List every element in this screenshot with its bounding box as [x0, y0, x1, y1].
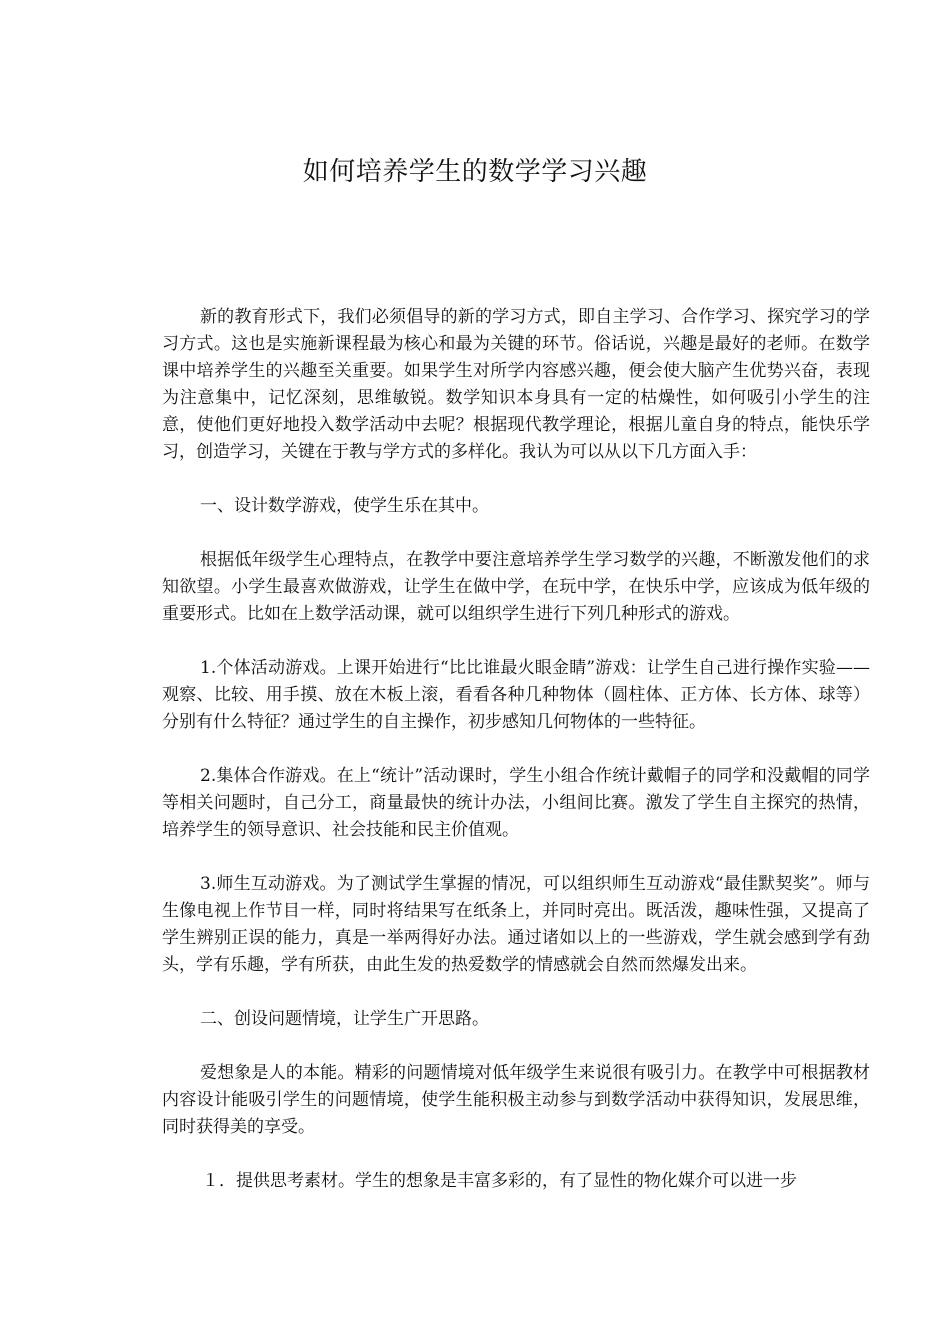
document-body — [162, 304, 870, 1195]
problems-intro-paragraph: 爱想象是人的本能。精彩的问题情境对低年级学生来说很有吸引力。在教学中可根据教材内容设计能吸引学生的问题情境，使学生能积极主动参与到数学活动中获得知识，发展思维，同时获得美的享受。 — [162, 1063, 870, 1137]
section-heading-games: 一、设计数学游戏，使学生乐在其中。 — [200, 496, 489, 516]
page-title: 如何培养学生的数学学习兴趣 — [302, 157, 648, 188]
interactive-game-paragraph: 3.师生互动游戏。为了测试学生掌握的情况，可以组织师生互动游戏“最佳默契奖”。师与生像电视上作节目一样，同时将结果写在纸条上，并同时亮出。既活泼，趣味性强，又提高了学生辨别正误的能力，真是一举两得好办法。通过诸如以上的一些游戏，学生就会感到学有劲头，学有乐趣，学有所获，由此生发的热爱数学的情感就会自然而然爆发出来。 — [162, 874, 870, 975]
group-game-paragraph: 2.集体合作游戏。在上“统计”活动课时，学生小组合作统计戴帽子的同学和没戴帽的同学等相关问题时，自己分工，商量最快的统计办法，小组间比赛。激发了学生自主探究的热情，培养学生的领导意识、社会技能和民主价值观。 — [162, 766, 870, 840]
individual-game-paragraph: 1.个体活动游戏。上课开始进行“比比谁最火眼金睛”游戏：让学生自己进行操作实验——观察、比较、用手摸、放在木板上滚，看看各种几种物体（圆柱体、正方体、长方体、球等）分别有什么特征？通过学生的自主操作，初步感知几何物体的一些特征。 — [162, 658, 870, 732]
games-intro-paragraph: 根据低年级学生心理特点，在教学中要注意培养学生学习数学的兴趣，不断激发他们的求知欲望。小学生最喜欢做游戏，让学生在做中学，在玩中学，在快乐中学，应该成为低年级的重要形式。比如在上数学活动课，就可以组织学生进行下列几种形式的游戏。 — [162, 550, 870, 624]
section-heading-problems: 二、创设问题情境，让学生广开思路。 — [200, 1009, 489, 1029]
intro-paragraph: 新的教育形式下，我们必须倡导的新的学习方式，即自主学习、合作学习、探究学习的学习方式。这也是实施新课程最为核心和最为关键的环节。俗话说，兴趣是最好的老师。在数学课中培养学生的兴趣至关重要。如果学生对所学内容感兴趣，便会使大脑产生优势兴奋，表现为注意集中，记忆深刻，思维敏锐。数学知识本身具有一定的枯燥性，如何吸引小学生的注意，使他们更好地投入数学活动中去呢？根据现代教学理论，根据儿童自身的特点，能快乐学习，创造学习，关键在于教与学方式的多样化。我认为可以从以下几方面入手： — [162, 307, 870, 462]
materials-paragraph: １．提供思考素材。学生的想象是丰富多彩的，有了显性的物化媒介可以进一步 — [202, 1171, 797, 1191]
